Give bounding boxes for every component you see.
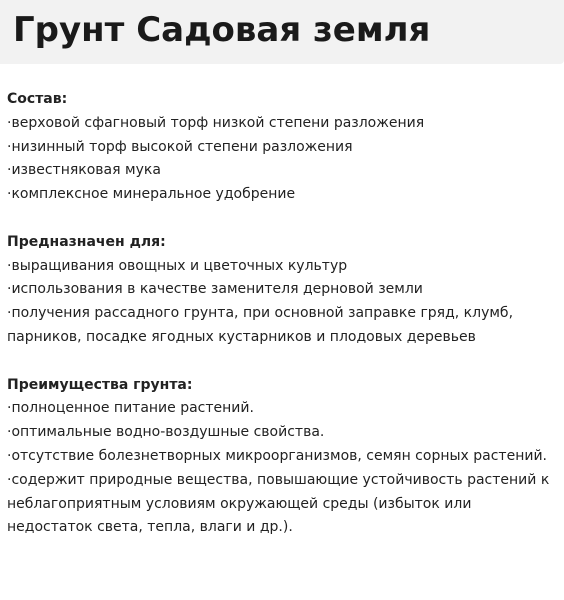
section-heading: Состав: [7,91,68,107]
section-heading: Преимущества грунта: [7,376,193,393]
list-item: · отсутствие болезнетворных микроорганизмов, семян сорных растений. [7,445,552,469]
section-heading: Предназначен для: [7,233,166,250]
list-item: · содержит природные вещества, повышающие устойчивость растений к неблагоприятным условиям окружающей среды (избыток или недостаток света, тепла, влаги и др.). [7,469,552,540]
list-item: · использования в качестве заменителя дерновой земли [7,278,552,302]
section-advantages [7,374,552,541]
page-title: Грунт Садовая земля [13,10,431,50]
title-bar [0,0,564,64]
list-item: · полноценное питание растений. [7,397,552,421]
list-item: · комплексное минеральное удобрение [7,183,552,207]
list-item: · выращивания овощных и цветочных культур [7,255,552,279]
list-item: · верховой сфагновый торф низкой степени разложения [7,112,552,136]
list-item: · получения рассадного грунта, при основной заправке гряд, клумб, парников, посадке ягодных кустарников и плодовых деревьев [7,302,552,350]
list-item: · низинный торф высокой степени разложения [7,136,552,160]
product-description [7,88,552,564]
section-purpose [7,231,552,350]
list-item: · известняковая мука [7,159,552,183]
list-item: · оптимальные водно-воздушные свойства. [7,421,552,445]
section-composition [7,88,552,207]
